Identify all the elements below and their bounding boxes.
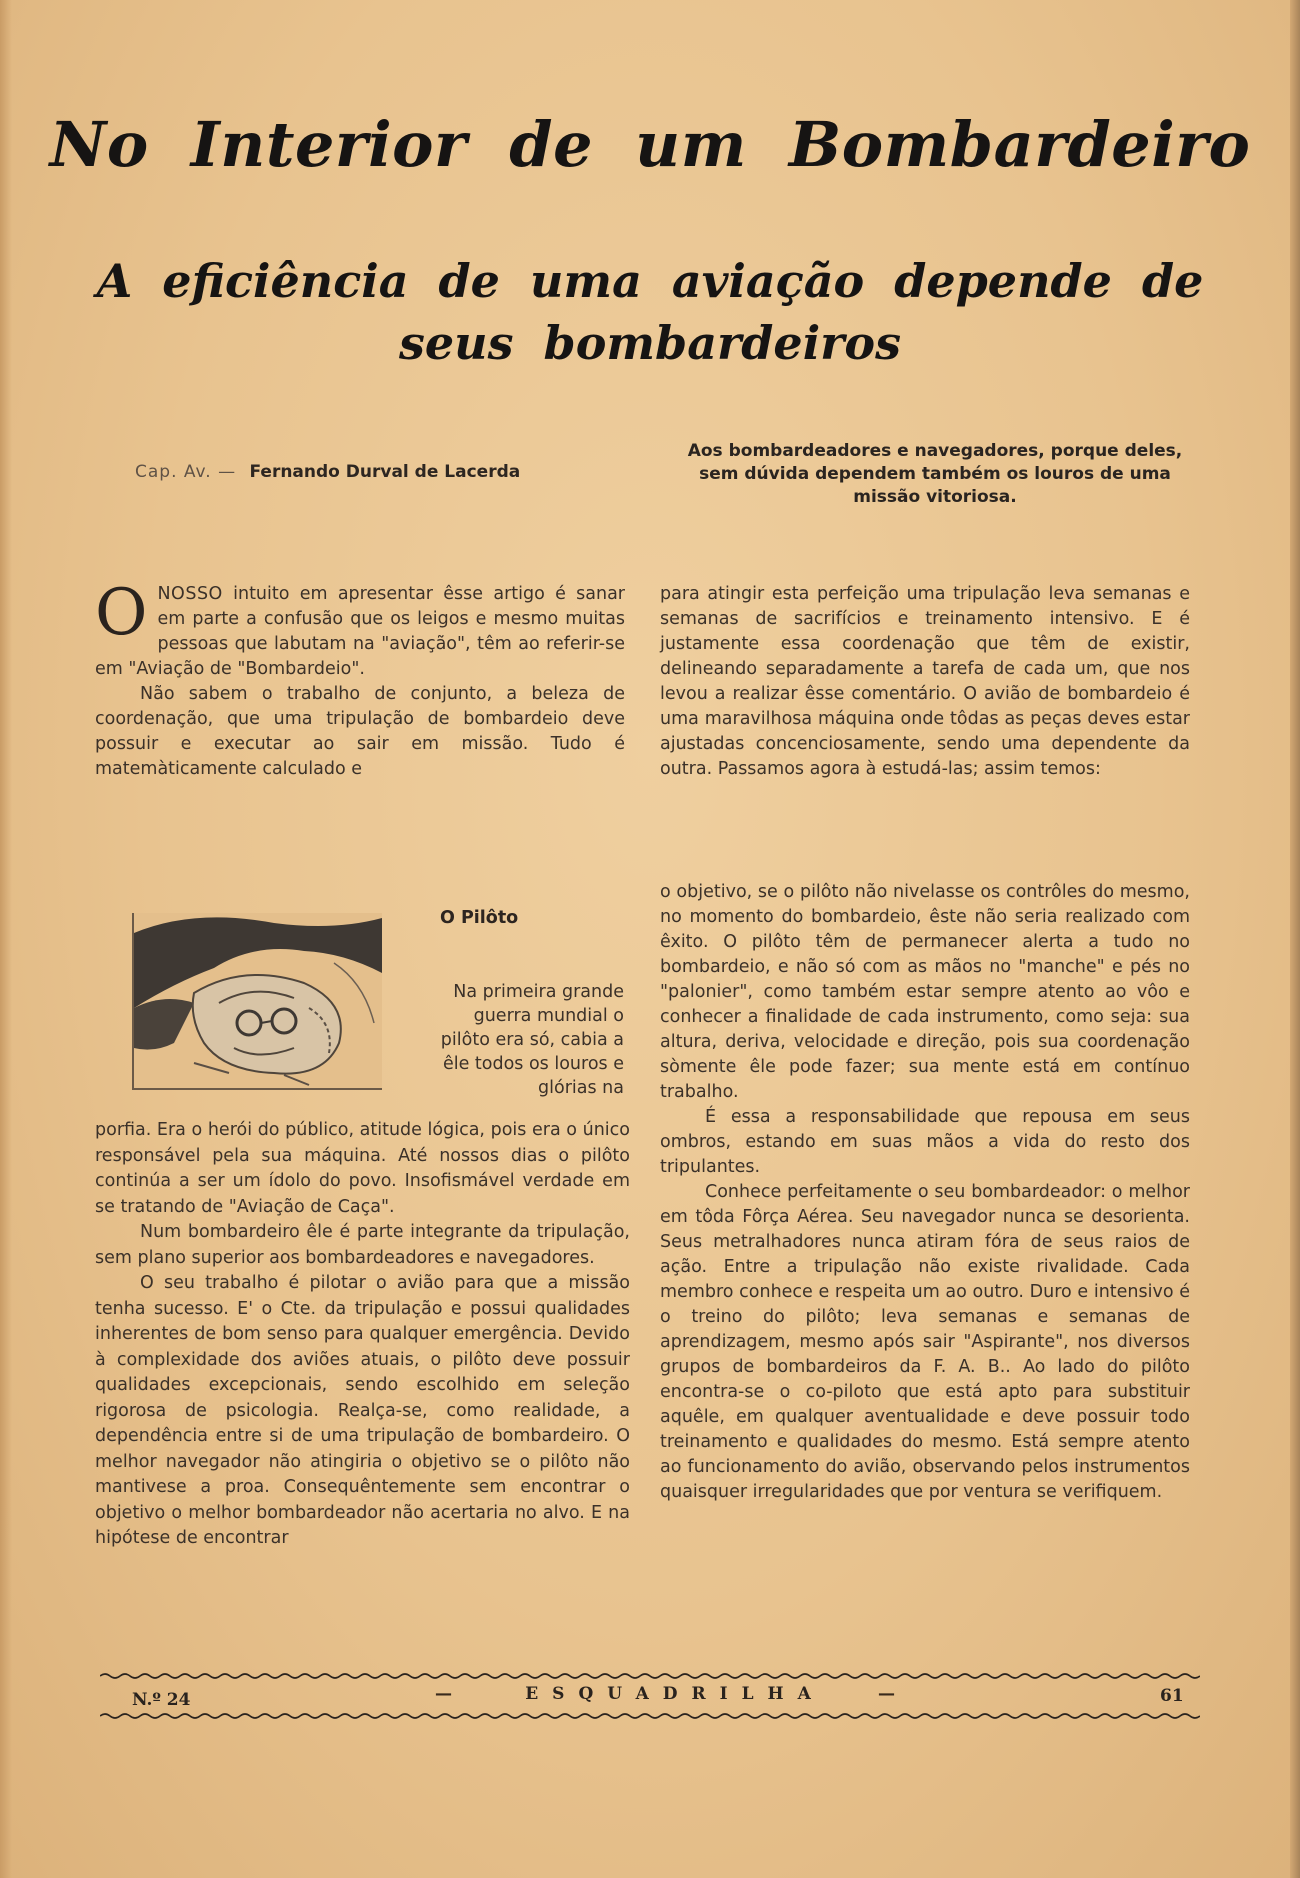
footer-wavy-rule-top	[100, 1672, 1200, 1680]
pilot-column-left	[95, 1118, 630, 1552]
intro-paragraph-1	[95, 576, 625, 682]
footer-page-number: 61	[1160, 1686, 1184, 1706]
footer-dash-right: —	[878, 1684, 895, 1704]
pilot-sketch-drawing	[134, 913, 382, 1088]
intro-column-right	[660, 582, 1190, 782]
pilot-paragraph-1: porfia. Era o herói do público, atitude lógica, pois era o único responsável pela sua máquina. Até nossos dias o pilôto continúa a ser um ídolo do povo. Insofismável verdade em se tratando de "Aviação de Caça".	[95, 1120, 630, 1217]
intro-paragraph-3: para atingir esta perfeição uma tripulação leva semanas e semanas de sacrifícios e treinamento intensivo. E é justamente essa coordenação que têm de existir, delineando separadamente a tarefa de cada um, que nos levou a realizar êsse comentário. O avião de bombardeio é uma maravilhosa máquina onde tôdas as peças deves estar ajustadas concenciosamente, sendo uma dependente da outra. Passamos agora à estudá-las; assim temos:	[660, 584, 1190, 779]
drop-cap: O	[95, 576, 148, 650]
pilot-right-paragraph-2: É essa a responsabilidade que repousa em seus ombros, estando em suas mãos a vida do resto dos tripulantes.	[660, 1107, 1190, 1177]
pilot-narrow-text: Na primeira grande guerra mundial o pilôto era só, cabia a êle todos os louros e glórias na	[440, 982, 624, 1098]
intro-paragraph-2: Não sabem o trabalho de conjunto, a beleza de coordenação, que uma tripulação de bombardeio deve possuir e executar ao sair em missão. Tudo é matemàticamente calculado e	[95, 684, 625, 779]
intro-p1-text: intuito em apresentar êsse artigo é sanar em parte a confusão que os leigos e mesmo muitas pessoas que labutam na "aviação", têm ao referir-se em "Aviação de "Bombardeio".	[95, 584, 625, 679]
pilot-paragraph-2: Num bombardeiro êle é parte integrante da tripulação, sem plano superior aos bombardeadores e navegadores.	[95, 1222, 630, 1268]
pilot-sketch-icon	[132, 913, 382, 1090]
lead-caps: NOSSO	[157, 584, 223, 604]
author-name: Fernando Durval de Lacerda	[249, 462, 521, 482]
footer-issue-number: N.º 24	[132, 1690, 191, 1710]
dedication: Aos bombardeadores e navegadores, porque deles, sem dúvida dependem também os louros de uma missão vitoriosa.	[687, 441, 1183, 507]
section-heading-pilot: O Pilôto	[440, 908, 519, 928]
page-edge-right	[1290, 0, 1300, 1878]
pilot-right-paragraph-3: Conhece perfeitamente o seu bombardeador: o melhor em tôda Fôrça Aérea. Seu navegador nunca se desorienta. Seus metralhadores nunca atiram fóra de seus raios de ação. Entre a tripulação não existe rivalidade. Cada membro conhece e respeita um ao outro. Duro e intensivo é o treino do pilôto; leva semanas e semanas de aprendizagem, mesmo após sair "Aspirante", nos diversos grupos de bombardeiros da F. A. B.. Ao lado do pilôto encontra-se o co-piloto que está apto para substituir aquêle, em qualquer aventualidade e deve possuir todo treinamento e qualidades do mesmo. Está sempre atento ao funcionamento do avião, observando pelos instrumentos quaisquer irregularidades que por ventura se verifiquem.	[660, 1182, 1190, 1502]
footer-magazine-name: ESQUADRILHA	[525, 1684, 825, 1704]
pilot-column-right	[660, 880, 1190, 1505]
footer-wavy-rule-bottom	[100, 1712, 1200, 1720]
intro-column-left	[95, 576, 625, 782]
author-rank: Cap. Av. —	[135, 462, 237, 482]
byline	[135, 462, 635, 482]
page-edge-left	[0, 0, 12, 1878]
article-title: No Interior de um Bombardeiro	[49, 108, 1251, 181]
footer-dash-left: —	[435, 1684, 452, 1704]
article-subtitle: A eficiência de uma aviação depende de seus bombardeiros	[96, 254, 1204, 370]
pilot-right-paragraph-1: o objetivo, se o pilôto não nivelasse os contrôles do mesmo, no momento do bombardeio, êste não seria realizado com êxito. O pilôto têm de permanecer alerta a tudo no bombardeio, e não só com as mãos no "manche" e pés no "palonier", como também estar sempre atento ao vôo e conhecer a finalidade de cada instrumento, como seja: sua altura, deriva, velocidade e direção, pois sua coordenação sòmente êle pode fazer; sua mente está em contínuo trabalho.	[660, 882, 1190, 1102]
pilot-paragraph-3: O seu trabalho é pilotar o avião para que a missão tenha sucesso. E' o Cte. da tripulação e possui qualidades inherentes de bom senso para qualquer emergência. Devido à complexidade dos aviões atuais, o pilôto deve possuir qualidades excepcionais, sendo escolhido em seleção rigorosa de psicologia. Realça-se, como realidade, a dependência entre si de uma tripulação de bombardeiro. O melhor navegador não atingiria o objetivo se o pilôto não mantivese a proa. Consequêntemente sem encontrar o objetivo o melhor bombardeador não acertaria no alvo. E na hipótese de encontrar	[95, 1273, 630, 1548]
